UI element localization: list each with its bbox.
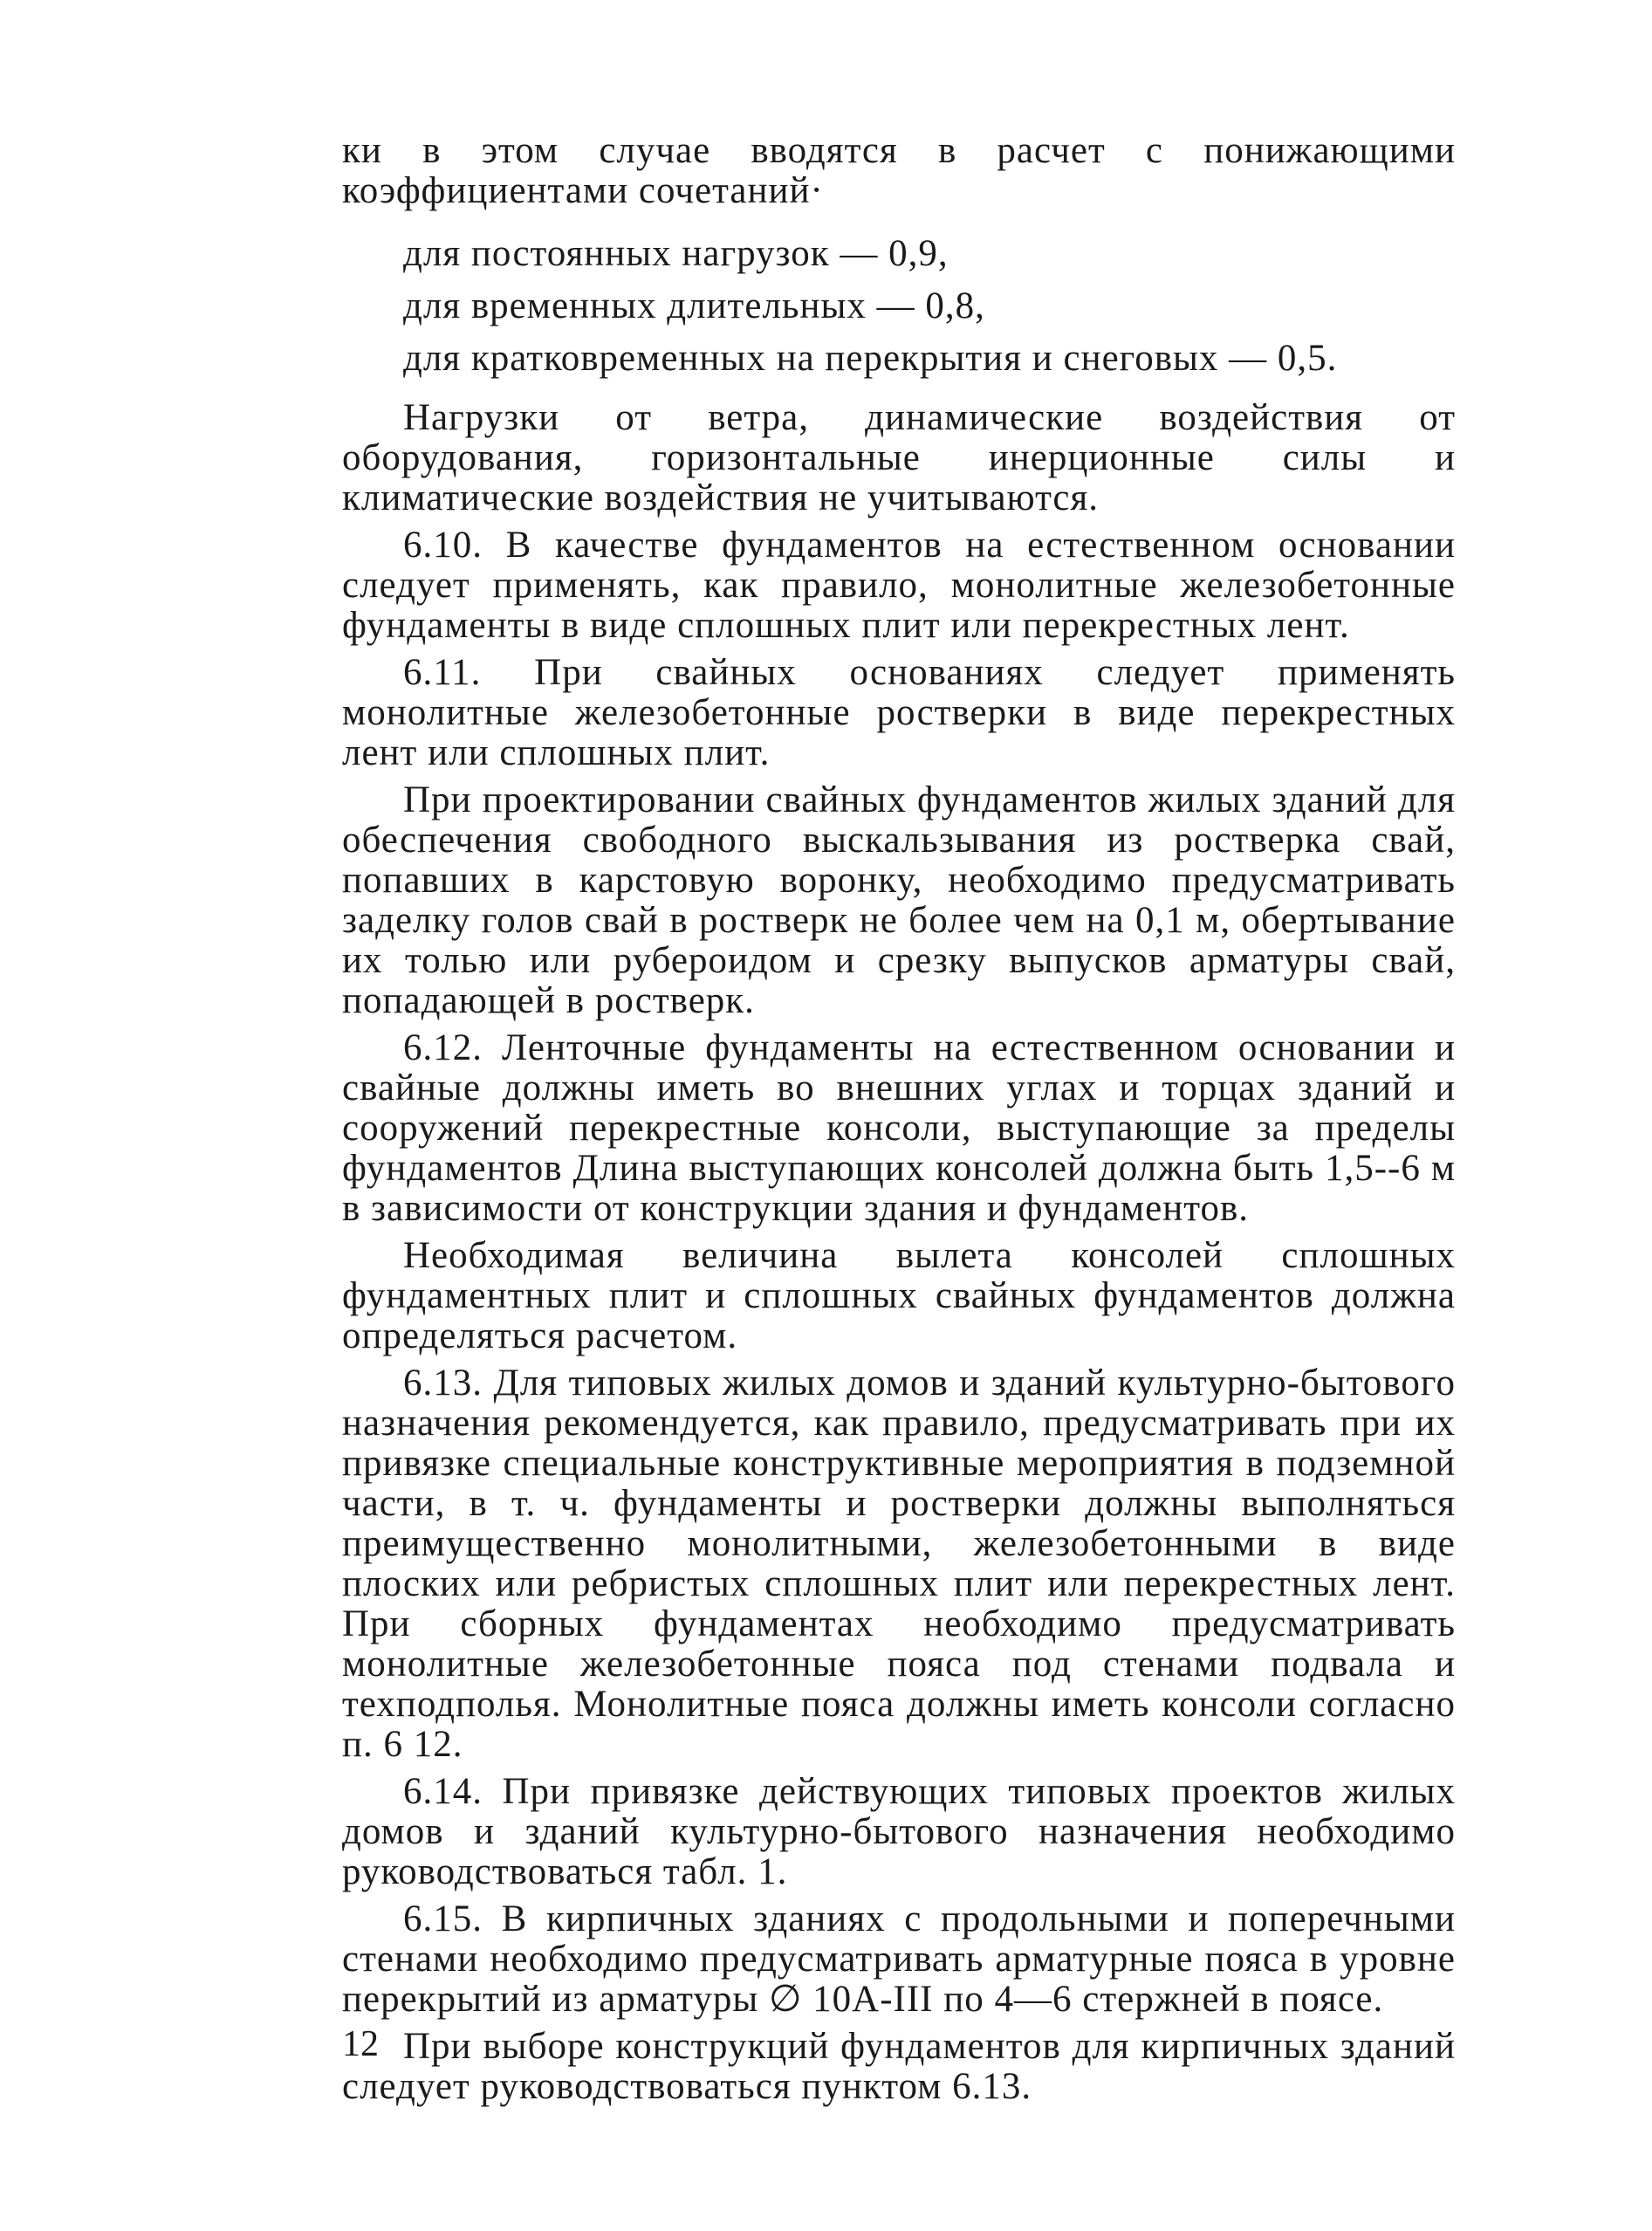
clause-6-11-continued: При проектировании свайных фундаментов жилых зданий для обеспечения свободного выскальзывания из ростверка свай, попавших в карстовую воронку, необходимо предусматривать заделку голов свай в ростверк не более чем на 0,1 м, обертывание их толью или рубероидом и срезку выпусков арматуры свай, попадающей в ростверк. <box>342 779 1456 1021</box>
clause-6-10: 6.10. В качестве фундаментов на естественном основании следует применять, как правило, монолитные железобетонные фундаменты в виде сплошных плит или перекрестных лент. <box>342 525 1456 646</box>
clause-6-12-continued: Необходимая величина вылета консолей сплошных фундаментных плит и сплошных свайных фундаментов должна определяться расчетом. <box>342 1235 1456 1356</box>
loads-note-paragraph: Нагрузки от ветра, динамические воздействия от оборудования, горизонтальные инерционные силы и климатические воздействия не учитываются. <box>342 397 1456 518</box>
list-item: для временных длительных — 0,8, <box>403 285 985 326</box>
list-item: для постоянных нагрузок — 0,9, <box>403 233 949 274</box>
clause-6-13: 6.13. Для типовых жилых домов и зданий культурно-бытового назначения рекомендуется, как правило, предусматривать при их привязке специальные конструктивные мероприятия в подземной части, в т. ч. фундаменты и ростверки должны выполняться преимущественно монолитными, железобетонными в виде плоских или ребристых сплошных плит или перекрестных лент. При сборных фундаментах необходимо предусматривать монолитные железобетонные пояса под стенами подвала и техподполья. Монолитные пояса должны иметь консоли согласно п. 6 12. <box>342 1363 1456 1765</box>
clause-6-12: 6.12. Ленточные фундаменты на естественном основании и свайные должны иметь во внешних углах и торцах зданий и сооружений перекрестные консоли, выступающие за пределы фундаментов Длина выступающих консолей должна быть 1,5--6 м в зависимости от конструкции здания и фундаментов. <box>342 1027 1456 1229</box>
list-item: для кратковременных на перекрытия и снеговых — 0,5. <box>403 338 1338 379</box>
page-number: 12 <box>342 2024 379 2064</box>
clause-6-11: 6.11. При свайных основаниях следует применять монолитные железобетонные ростверки в виде перекрестных лент или сплошных плит. <box>342 652 1456 773</box>
clause-6-14: 6.14. При привязке действующих типовых проектов жилых домов и зданий культурно-бытового назначения необходимо руководствоваться табл. 1. <box>342 1771 1456 1892</box>
document-page <box>342 131 1456 2114</box>
clause-6-15-continued: При выборе конструкций фундаментов для кирпичных зданий следует руководствоваться пунктом 6.13. <box>342 2026 1456 2107</box>
coefficients-list <box>342 234 1456 379</box>
clause-6-15: 6.15. В кирпичных зданиях с продольными и поперечными стенами необходимо предусматривать арматурные пояса в уровне перекрытий из арматуры ∅ 10А-III по 4—6 стержней в поясе. <box>342 1898 1456 2020</box>
intro-paragraph: ки в этом случае вводятся в расчет с понижающими коэффициентами сочетаний· <box>342 130 1456 211</box>
